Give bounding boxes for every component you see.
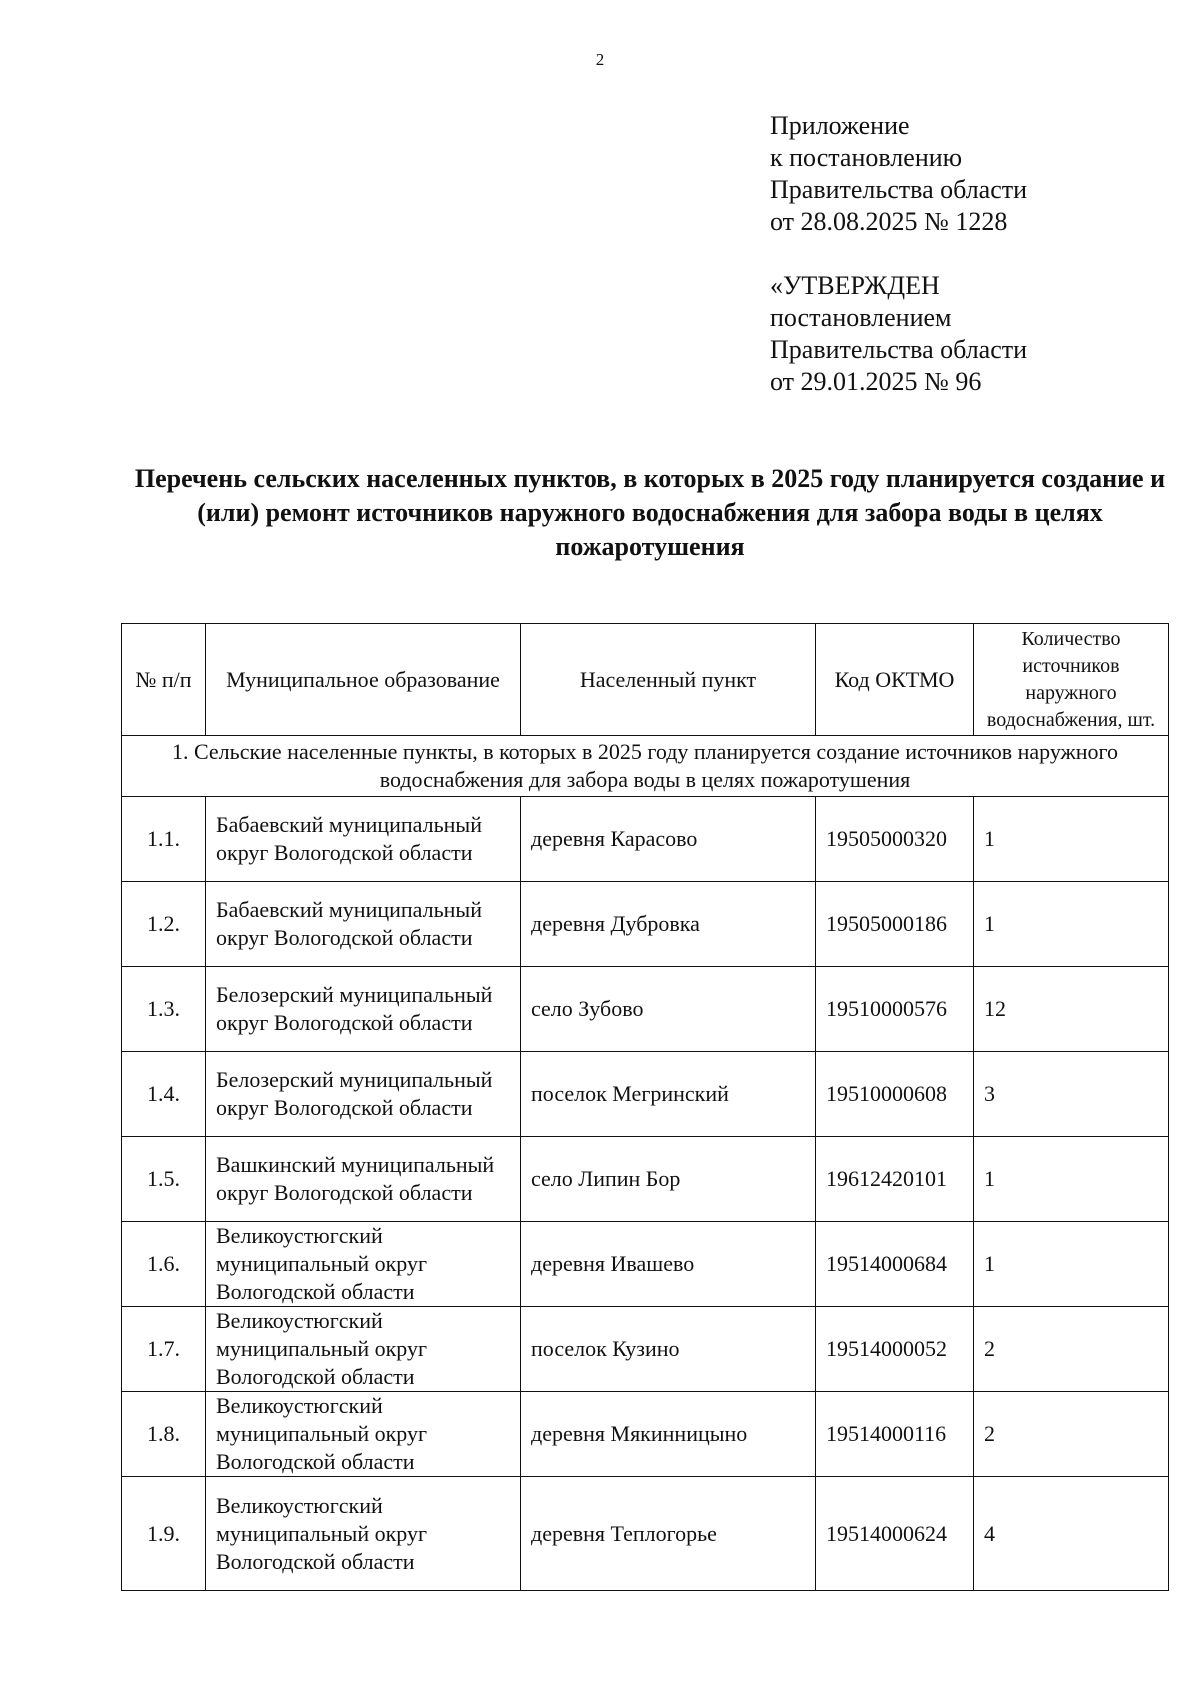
cell-count: 2: [974, 1392, 1169, 1477]
cell-num: 1.8.: [122, 1392, 206, 1477]
cell-locality: поселок Кузино: [521, 1307, 816, 1392]
header-num: № п/п: [122, 624, 206, 736]
table-row: [122, 797, 1169, 882]
cell-municipality: Великоустюгский муниципальный округ Вологодской области: [206, 1477, 521, 1591]
table-row: [122, 1307, 1169, 1392]
cell-num: 1.1.: [122, 797, 206, 882]
cell-oktmo: 19505000186: [816, 882, 974, 967]
table-row: [122, 1477, 1169, 1591]
cell-count: 2: [974, 1307, 1169, 1392]
cell-municipality: Великоустюгский муниципальный округ Вологодской области: [206, 1222, 521, 1307]
header-count: Количество источников наружного водоснабжения, шт.: [974, 624, 1169, 736]
cell-oktmo: 19514000052: [816, 1307, 974, 1392]
cell-count: 12: [974, 967, 1169, 1052]
cell-municipality: Великоустюгский муниципальный округ Вологодской области: [206, 1392, 521, 1477]
approved-line: постановлением: [770, 303, 952, 332]
table-row: [122, 882, 1169, 967]
cell-oktmo: 19612420101: [816, 1137, 974, 1222]
appendix-line: Правительства области: [770, 175, 1028, 204]
cell-locality: деревня Теплогорье: [521, 1477, 816, 1591]
cell-oktmo: 19514000116: [816, 1392, 974, 1477]
cell-count: 1: [974, 797, 1169, 882]
cell-locality: село Липин Бор: [521, 1137, 816, 1222]
table-row: [122, 1137, 1169, 1222]
approved-line: от 29.01.2025 № 96: [770, 367, 982, 396]
cell-oktmo: 19514000624: [816, 1477, 974, 1591]
section-row: [122, 736, 1169, 797]
cell-locality: деревня Мякинницыно: [521, 1392, 816, 1477]
cell-count: 1: [974, 1137, 1169, 1222]
header-oktmo: Код ОКТМО: [816, 624, 974, 736]
cell-municipality: Великоустюгский муниципальный округ Вологодской области: [206, 1307, 521, 1392]
cell-count: 1: [974, 1222, 1169, 1307]
table-row: [122, 1052, 1169, 1137]
cell-oktmo: 19505000320: [816, 797, 974, 882]
cell-municipality: Бабаевский муниципальный округ Вологодской области: [206, 797, 521, 882]
cell-municipality: Бабаевский муниципальный округ Вологодской области: [206, 882, 521, 967]
table-row: [122, 1222, 1169, 1307]
cell-municipality: Белозерский муниципальный округ Вологодской области: [206, 1052, 521, 1137]
appendix-line: Приложение: [770, 111, 910, 140]
cell-municipality: Вашкинский муниципальный округ Вологодской области: [206, 1137, 521, 1222]
cell-locality: село Зубово: [521, 967, 816, 1052]
table-row: [122, 967, 1169, 1052]
cell-num: 1.2.: [122, 882, 206, 967]
page-number: 2: [595, 50, 605, 69]
cell-municipality: Белозерский муниципальный округ Вологодской области: [206, 967, 521, 1052]
cell-oktmo: 19510000576: [816, 967, 974, 1052]
cell-num: 1.3.: [122, 967, 206, 1052]
cell-num: 1.9.: [122, 1477, 206, 1591]
appendix-line: к постановлению: [770, 143, 963, 172]
approved-block: [770, 270, 1027, 398]
cell-locality: деревня Карасово: [521, 797, 816, 882]
cell-num: 1.4.: [122, 1052, 206, 1137]
cell-num: 1.6.: [122, 1222, 206, 1307]
cell-count: 1: [974, 882, 1169, 967]
cell-num: 1.5.: [122, 1137, 206, 1222]
cell-count: 4: [974, 1477, 1169, 1591]
approved-line: «УТВЕРЖДЕН: [770, 271, 940, 300]
header-municipality: Муниципальное образование: [206, 624, 521, 736]
cell-num: 1.7.: [122, 1307, 206, 1392]
cell-oktmo: 19514000684: [816, 1222, 974, 1307]
appendix-line: от 28.08.2025 № 1228: [770, 207, 1008, 236]
approved-line: Правительства области: [770, 335, 1028, 364]
document-title: Перечень сельских населенных пунктов, в которых в 2025 году планируется создание и (или) ремонт источников наружного водоснабжения для забора воды в целях пожаротушения: [134, 464, 1166, 561]
cell-locality: деревня Ивашево: [521, 1222, 816, 1307]
cell-count: 3: [974, 1052, 1169, 1137]
table-header-row: [122, 624, 1169, 736]
cell-locality: деревня Дубровка: [521, 882, 816, 967]
cell-oktmo: 19510000608: [816, 1052, 974, 1137]
sources-table: [121, 623, 1169, 1591]
section-title: 1. Сельские населенные пункты, в которых в 2025 году планируется создание источников наружного водоснабжения для забора воды в целях пожаротушения: [122, 736, 1169, 797]
appendix-block: [770, 110, 1027, 238]
cell-locality: поселок Мегринский: [521, 1052, 816, 1137]
table-row: [122, 1392, 1169, 1477]
header-locality: Населенный пункт: [521, 624, 816, 736]
